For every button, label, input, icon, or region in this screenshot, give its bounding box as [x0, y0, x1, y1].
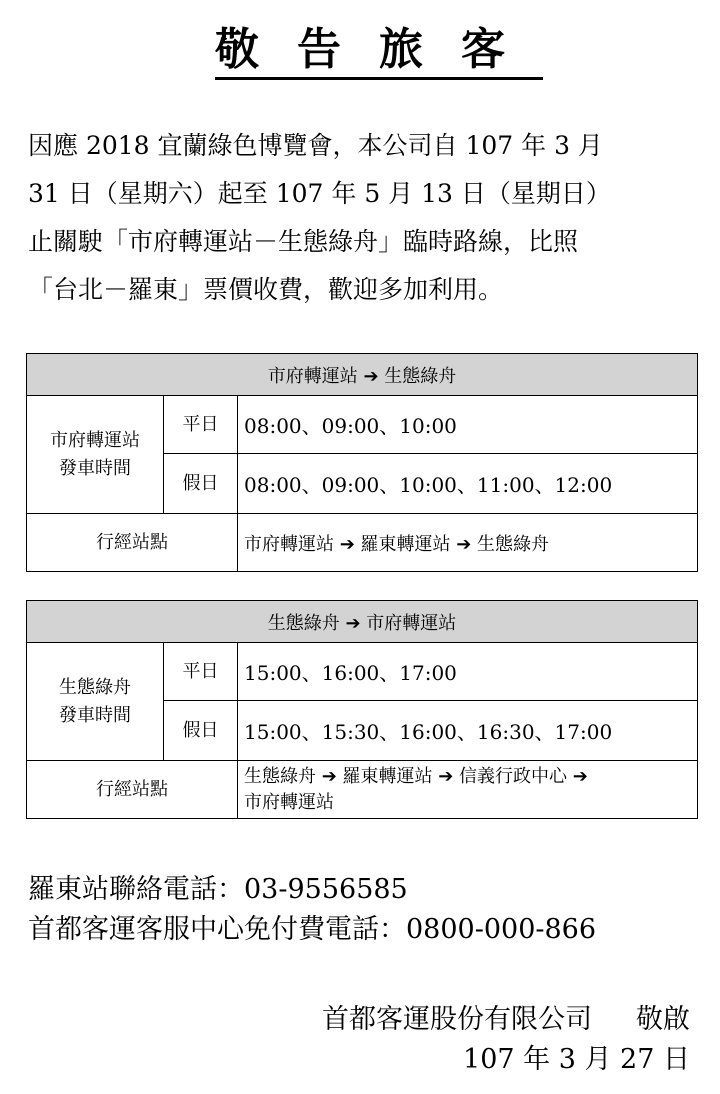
schedule-table-outbound	[26, 353, 698, 572]
stops-route-line: 市府轉運站	[244, 791, 334, 813]
group-label-line: 發車時間	[59, 704, 131, 726]
notice-date: 107 年 3 月 27 日	[463, 1044, 690, 1075]
notice-title	[0, 22, 720, 78]
stops-route: 市府轉運站 ➔ 羅東轉運站 ➔ 生態綠舟	[238, 514, 698, 572]
closing-word: 敬啟	[636, 1004, 690, 1035]
weekday-label: 平日	[164, 396, 238, 454]
group-label-line: 生態綠舟	[59, 676, 131, 698]
company-name: 首都客運股份有限公司	[322, 1004, 592, 1035]
schedule-table-return	[26, 600, 698, 819]
holiday-times: 15:00、15:30、16:00、16:30、17:00	[238, 701, 698, 761]
weekday-times: 08:00、09:00、10:00	[238, 396, 698, 454]
notice-title-text: 敬告旅客	[215, 24, 543, 80]
weekday-times: 15:00、16:00、17:00	[238, 643, 698, 701]
stops-route-line: 生態綠舟 ➔ 羅東轉運站 ➔ 信義行政中心 ➔	[244, 765, 588, 787]
notice-line: 因應 2018 宜蘭綠色博覽會，本公司自 107 年 3 月	[28, 131, 603, 160]
signature-line	[322, 1000, 690, 1040]
group-label-line: 市府轉運站	[50, 429, 140, 451]
luodong-phone: 羅東站聯絡電話：03-9556585	[28, 874, 408, 905]
notice-line: 止關駛「市府轉運站－生態綠舟」臨時路線，比照	[28, 227, 579, 256]
service-phone: 首都客運客服中心免付費電話：0800-000-866	[28, 914, 597, 945]
stops-route	[238, 761, 698, 819]
departure-group-label	[27, 643, 164, 761]
stops-label: 行經站點	[27, 761, 238, 819]
holiday-label: 假日	[164, 454, 238, 514]
holiday-label: 假日	[164, 701, 238, 761]
signature-block	[322, 1000, 690, 1080]
stops-label: 行經站點	[27, 514, 238, 572]
holiday-times: 08:00、09:00、10:00、11:00、12:00	[238, 454, 698, 514]
departure-group-label	[27, 396, 164, 514]
table-header: 市府轉運站 ➔ 生態綠舟	[27, 354, 698, 396]
notice-line: 「台北－羅東」票價收費，歡迎多加利用。	[28, 275, 504, 304]
table-header: 生態綠舟 ➔ 市府轉運站	[27, 601, 698, 643]
weekday-label: 平日	[164, 643, 238, 701]
group-label-line: 發車時間	[59, 457, 131, 479]
notice-line: 31 日（星期六）起至 107 年 5 月 13 日（星期日）	[28, 179, 611, 208]
contact-info	[28, 870, 596, 950]
notice-paragraph	[28, 122, 700, 314]
